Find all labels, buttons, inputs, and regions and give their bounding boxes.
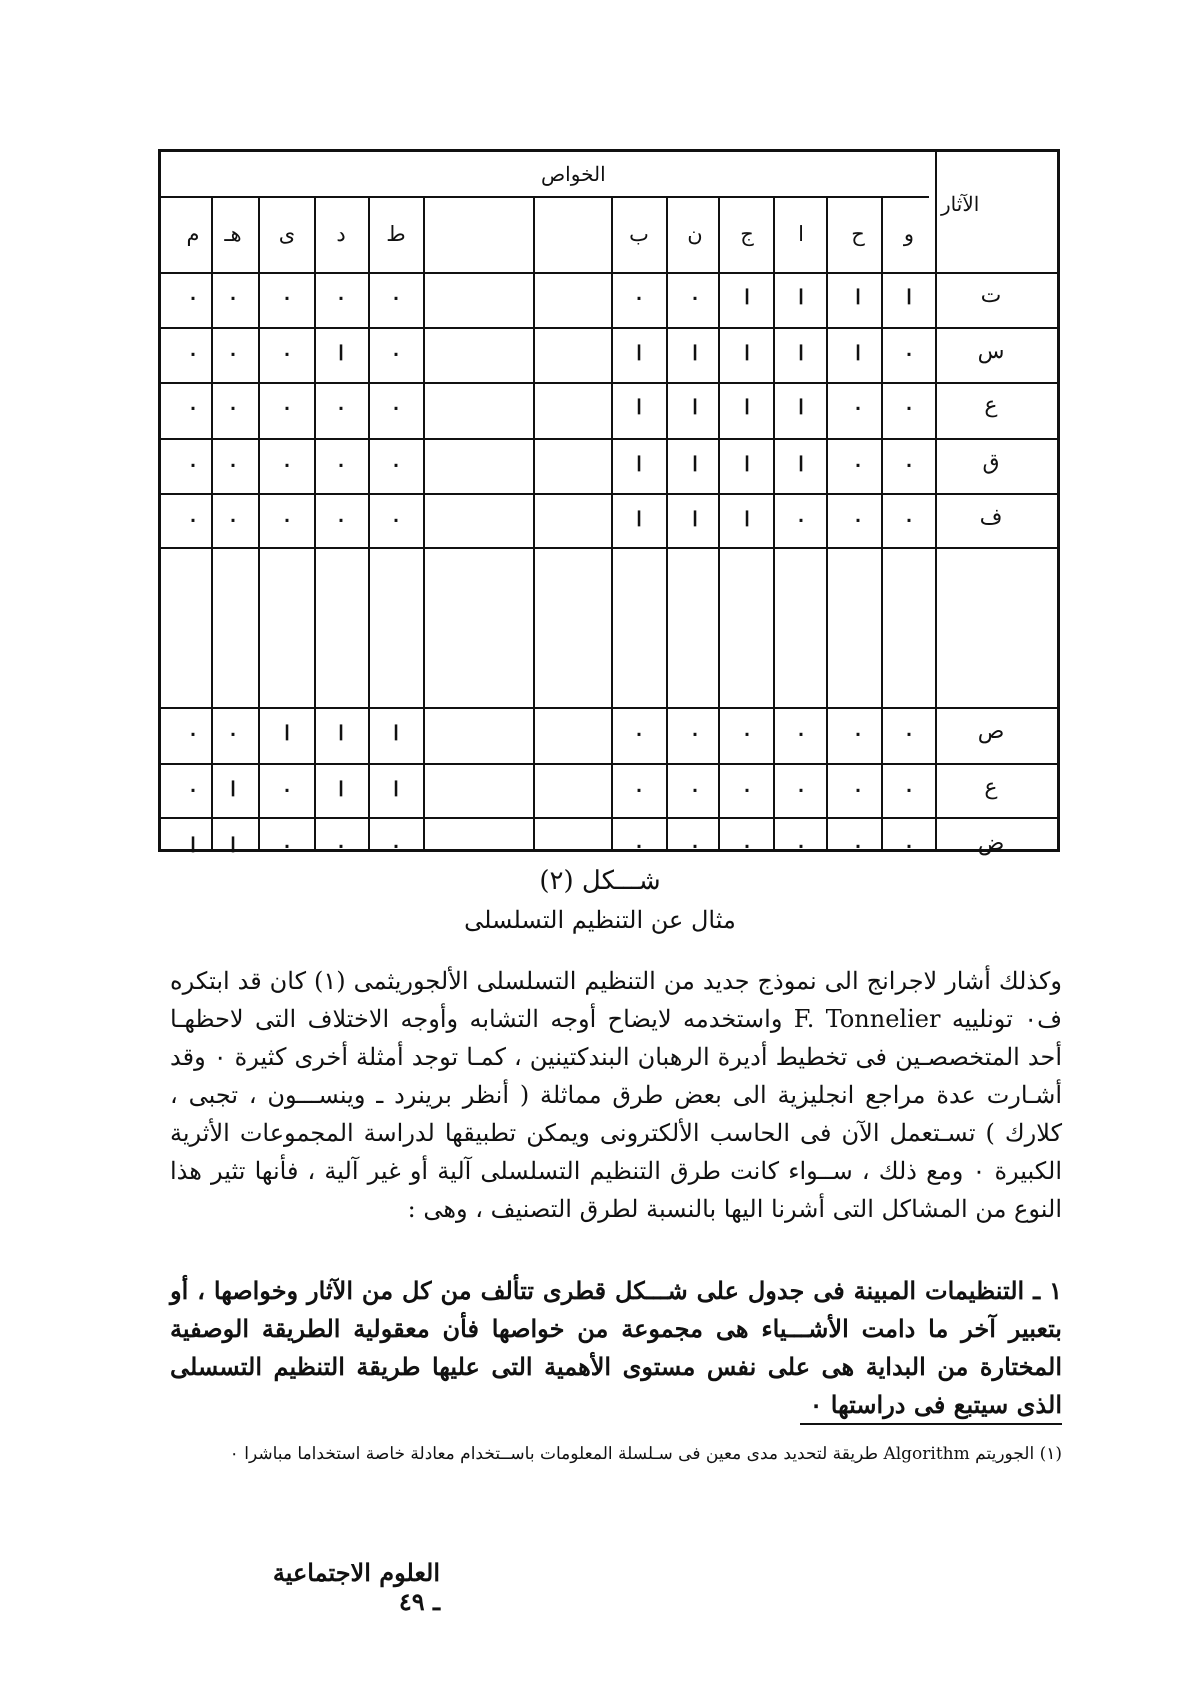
table-cell: ٠ [281, 285, 293, 309]
table-column-divider [666, 197, 668, 849]
table-cell: ٠ [281, 452, 293, 476]
table-cell: ا [798, 285, 804, 309]
table-cell: ٠ [187, 452, 199, 476]
table-cell: ا [692, 507, 698, 531]
table-cell: ا [744, 341, 750, 365]
table-cell: ا [744, 452, 750, 476]
table-cell: ٠ [227, 721, 239, 745]
table-column-divider [935, 152, 937, 849]
table-cell: ا [230, 833, 236, 857]
table-row-divider [161, 763, 1057, 765]
table-row-divider [161, 438, 1057, 440]
table-cell: ٠ [741, 721, 753, 745]
table-row-divider [161, 493, 1057, 495]
table-cell: ٠ [390, 452, 402, 476]
table-cell: ا [230, 777, 236, 801]
body-paragraph-1 [170, 962, 1062, 1228]
row-label: ع [984, 775, 998, 800]
table-cell: ا [744, 285, 750, 309]
table-cell: ٠ [390, 285, 402, 309]
table-cell: ٠ [852, 452, 864, 476]
table-cell: ٠ [852, 777, 864, 801]
table-cell: ٠ [795, 777, 807, 801]
table-cell: ٠ [903, 777, 915, 801]
figure-caption: مثال عن التنظيم التسلسلى [464, 906, 736, 934]
table-cell: ٠ [852, 507, 864, 531]
table-column-divider [533, 197, 535, 849]
table-cell: ا [393, 721, 399, 745]
table-cell: ٠ [335, 507, 347, 531]
table-column-divider [611, 197, 613, 849]
table-cell: ا [338, 721, 344, 745]
table-cell: ا [692, 452, 698, 476]
table-cell: ٠ [187, 285, 199, 309]
table-row-divider [161, 327, 1057, 329]
column-header: ن [687, 222, 703, 246]
row-label: س [977, 339, 1005, 364]
row-label: ص [977, 719, 1005, 744]
table-cell: ٠ [187, 721, 199, 745]
table-cell: ٠ [390, 341, 402, 365]
table-cell: ٠ [903, 395, 915, 419]
table-cell: ا [338, 777, 344, 801]
table-cell: ٠ [335, 395, 347, 419]
row-label: ف [979, 505, 1003, 530]
table-cell: ا [284, 721, 290, 745]
table-cell: ٠ [689, 777, 701, 801]
table-cell: ٠ [227, 452, 239, 476]
table-cell: ٠ [903, 341, 915, 365]
table-cell: ٠ [633, 833, 645, 857]
table-cell: ٠ [795, 507, 807, 531]
table-cell: ٠ [187, 341, 199, 365]
table-cell: ا [798, 452, 804, 476]
table-cell: ٠ [187, 777, 199, 801]
table-cell: ٠ [281, 341, 293, 365]
table-cell: ا [692, 395, 698, 419]
column-header: ى [278, 222, 296, 246]
table-cell: ا [636, 452, 642, 476]
table-column-divider [773, 197, 775, 849]
table-cell: ٠ [689, 833, 701, 857]
table-cell: ٠ [741, 777, 753, 801]
column-header: ح [851, 222, 865, 246]
table-cell: ا [393, 777, 399, 801]
table-column-divider [423, 197, 425, 849]
seriation-table [158, 149, 1060, 857]
table-cell: ٠ [187, 395, 199, 419]
table-cell: ا [636, 341, 642, 365]
table-cell: ٠ [852, 395, 864, 419]
table-cell: ا [744, 395, 750, 419]
table-cell: ٠ [390, 395, 402, 419]
table-cell: ا [744, 507, 750, 531]
row-label: ق [982, 450, 1000, 475]
table-cell: ٠ [689, 721, 701, 745]
table-cell: ٠ [281, 395, 293, 419]
footnote-separator [800, 1423, 1062, 1425]
table-column-divider [881, 197, 883, 849]
column-header: هـ [224, 222, 242, 246]
table-cell: ٠ [227, 341, 239, 365]
table-cell: ٠ [852, 721, 864, 745]
table-column-divider [211, 197, 213, 849]
column-header: ط [386, 222, 406, 246]
column-header: ا [798, 222, 804, 246]
table-column-divider [258, 197, 260, 849]
table-cell: ٠ [903, 721, 915, 745]
table-cell: ٠ [227, 507, 239, 531]
table-cell: ا [855, 285, 861, 309]
table-cell: ا [190, 833, 196, 857]
column-header: ب [629, 222, 649, 246]
page-footer: العلوم الاجتماعية ـ ٤٩ [272, 1558, 440, 1616]
body-text-1: وكذلك أشار لاجرانج الى نموذج جديد من التنظيم التسلسلى الألجوريثمى (١) كان قد ابتكره ف٠ تونلييه F. Tonnelier واستخدمه لايضاح أوجه التشابه وأوجه الاختلاف التى لاحظهـا أحد المتخصصـين فى تخطيط أديرة الرهبان البندكتينين ، كمـا توجد أمثلة أخرى كثيرة ٠ وقد أشـارت عدة مراجع انجليزية الى بعض طرق مماثلة ( أنظر برينرد ـ وينســـون ، تجبى ، كلارك ) تسـتعمل الآن فى الحاسب الألكترونى ويمكن تطبيقها لدراسة المجموعات الأثرية الكبيرة ٠ ومع ذلك ، ســواء كانت طرق التنظيم التسلسلى آلية أو غير آلية ، فأنها تثير هذا النوع من المشاكل التى أشرنا اليها بالنسبة لطرق التصنيف ، وهى : [170, 967, 1063, 1223]
table-cell: ٠ [390, 507, 402, 531]
table-cell: ٠ [795, 833, 807, 857]
footnote: (١) الجوريتم Algorithm طريقة لتحديد مدى معين فى سـلسلة المعلومات باســتخدام معادلة خاصة استخداما مباشرا ٠ [229, 1444, 1062, 1464]
table-cell: ا [636, 507, 642, 531]
table-cell: ٠ [281, 507, 293, 531]
table-cell: ٠ [335, 452, 347, 476]
column-header: و [903, 222, 915, 246]
group-header: الخواص [541, 162, 606, 186]
table-cell: ٠ [633, 777, 645, 801]
column-header: د [336, 222, 346, 246]
row-label: ع [984, 393, 998, 418]
table-cell: ٠ [795, 721, 807, 745]
table-cell: ٠ [390, 833, 402, 857]
table-row-divider [161, 707, 1057, 709]
table-cell: ا [798, 395, 804, 419]
table-cell: ٠ [903, 452, 915, 476]
table-cell: ٠ [335, 833, 347, 857]
table-cell: ا [636, 395, 642, 419]
table-column-divider [826, 197, 828, 849]
table-cell: ٠ [633, 721, 645, 745]
table-cell: ٠ [281, 833, 293, 857]
group-header-line [161, 196, 929, 198]
table-cell: ا [798, 341, 804, 365]
table-cell: ٠ [227, 285, 239, 309]
column-header: ج [740, 222, 754, 246]
table-cell: ٠ [281, 777, 293, 801]
table-row-divider [161, 547, 1057, 549]
table-cell: ٠ [741, 833, 753, 857]
row-label: ت [980, 283, 1002, 308]
table-cell: ٠ [187, 507, 199, 531]
table-cell: ٠ [903, 833, 915, 857]
row-label: ض [977, 831, 1005, 856]
table-cell: ٠ [689, 285, 701, 309]
table-cell: ٠ [227, 395, 239, 419]
table-column-divider [718, 197, 720, 849]
row-header: الآثار [941, 192, 980, 216]
table-column-divider [314, 197, 316, 849]
table-column-divider [368, 197, 370, 849]
table-cell: ا [338, 341, 344, 365]
table-cell: ٠ [335, 285, 347, 309]
table-cell: ٠ [852, 833, 864, 857]
table-row-divider [161, 382, 1057, 384]
column-header: م [186, 222, 200, 246]
figure-number: شـــكل (٢) [539, 866, 661, 896]
body-paragraph-2 [170, 1272, 1062, 1424]
table-cell: ا [692, 341, 698, 365]
table-cell: ٠ [633, 285, 645, 309]
table-cell: ا [855, 341, 861, 365]
table-cell: ٠ [903, 507, 915, 531]
table-row-divider [161, 817, 1057, 819]
body-text-2: ١ ـ التنظيمات المبينة فى جدول على شـــكل قطرى تتألف من كل من الآثار وخواصها ، أو بتعبير آخر ما دامت الأشـــياء هى مجموعة من خواصها فأن معقولية الطريقة الوصفية المختارة من البداية هى على نفس مستوى الأهمية التى عليها طريقة التنظيم التسسلى الذى سيتبع فى دراستها ٠ [170, 1276, 1062, 1419]
table-row-divider [161, 272, 1057, 274]
table-cell: ا [906, 285, 912, 309]
